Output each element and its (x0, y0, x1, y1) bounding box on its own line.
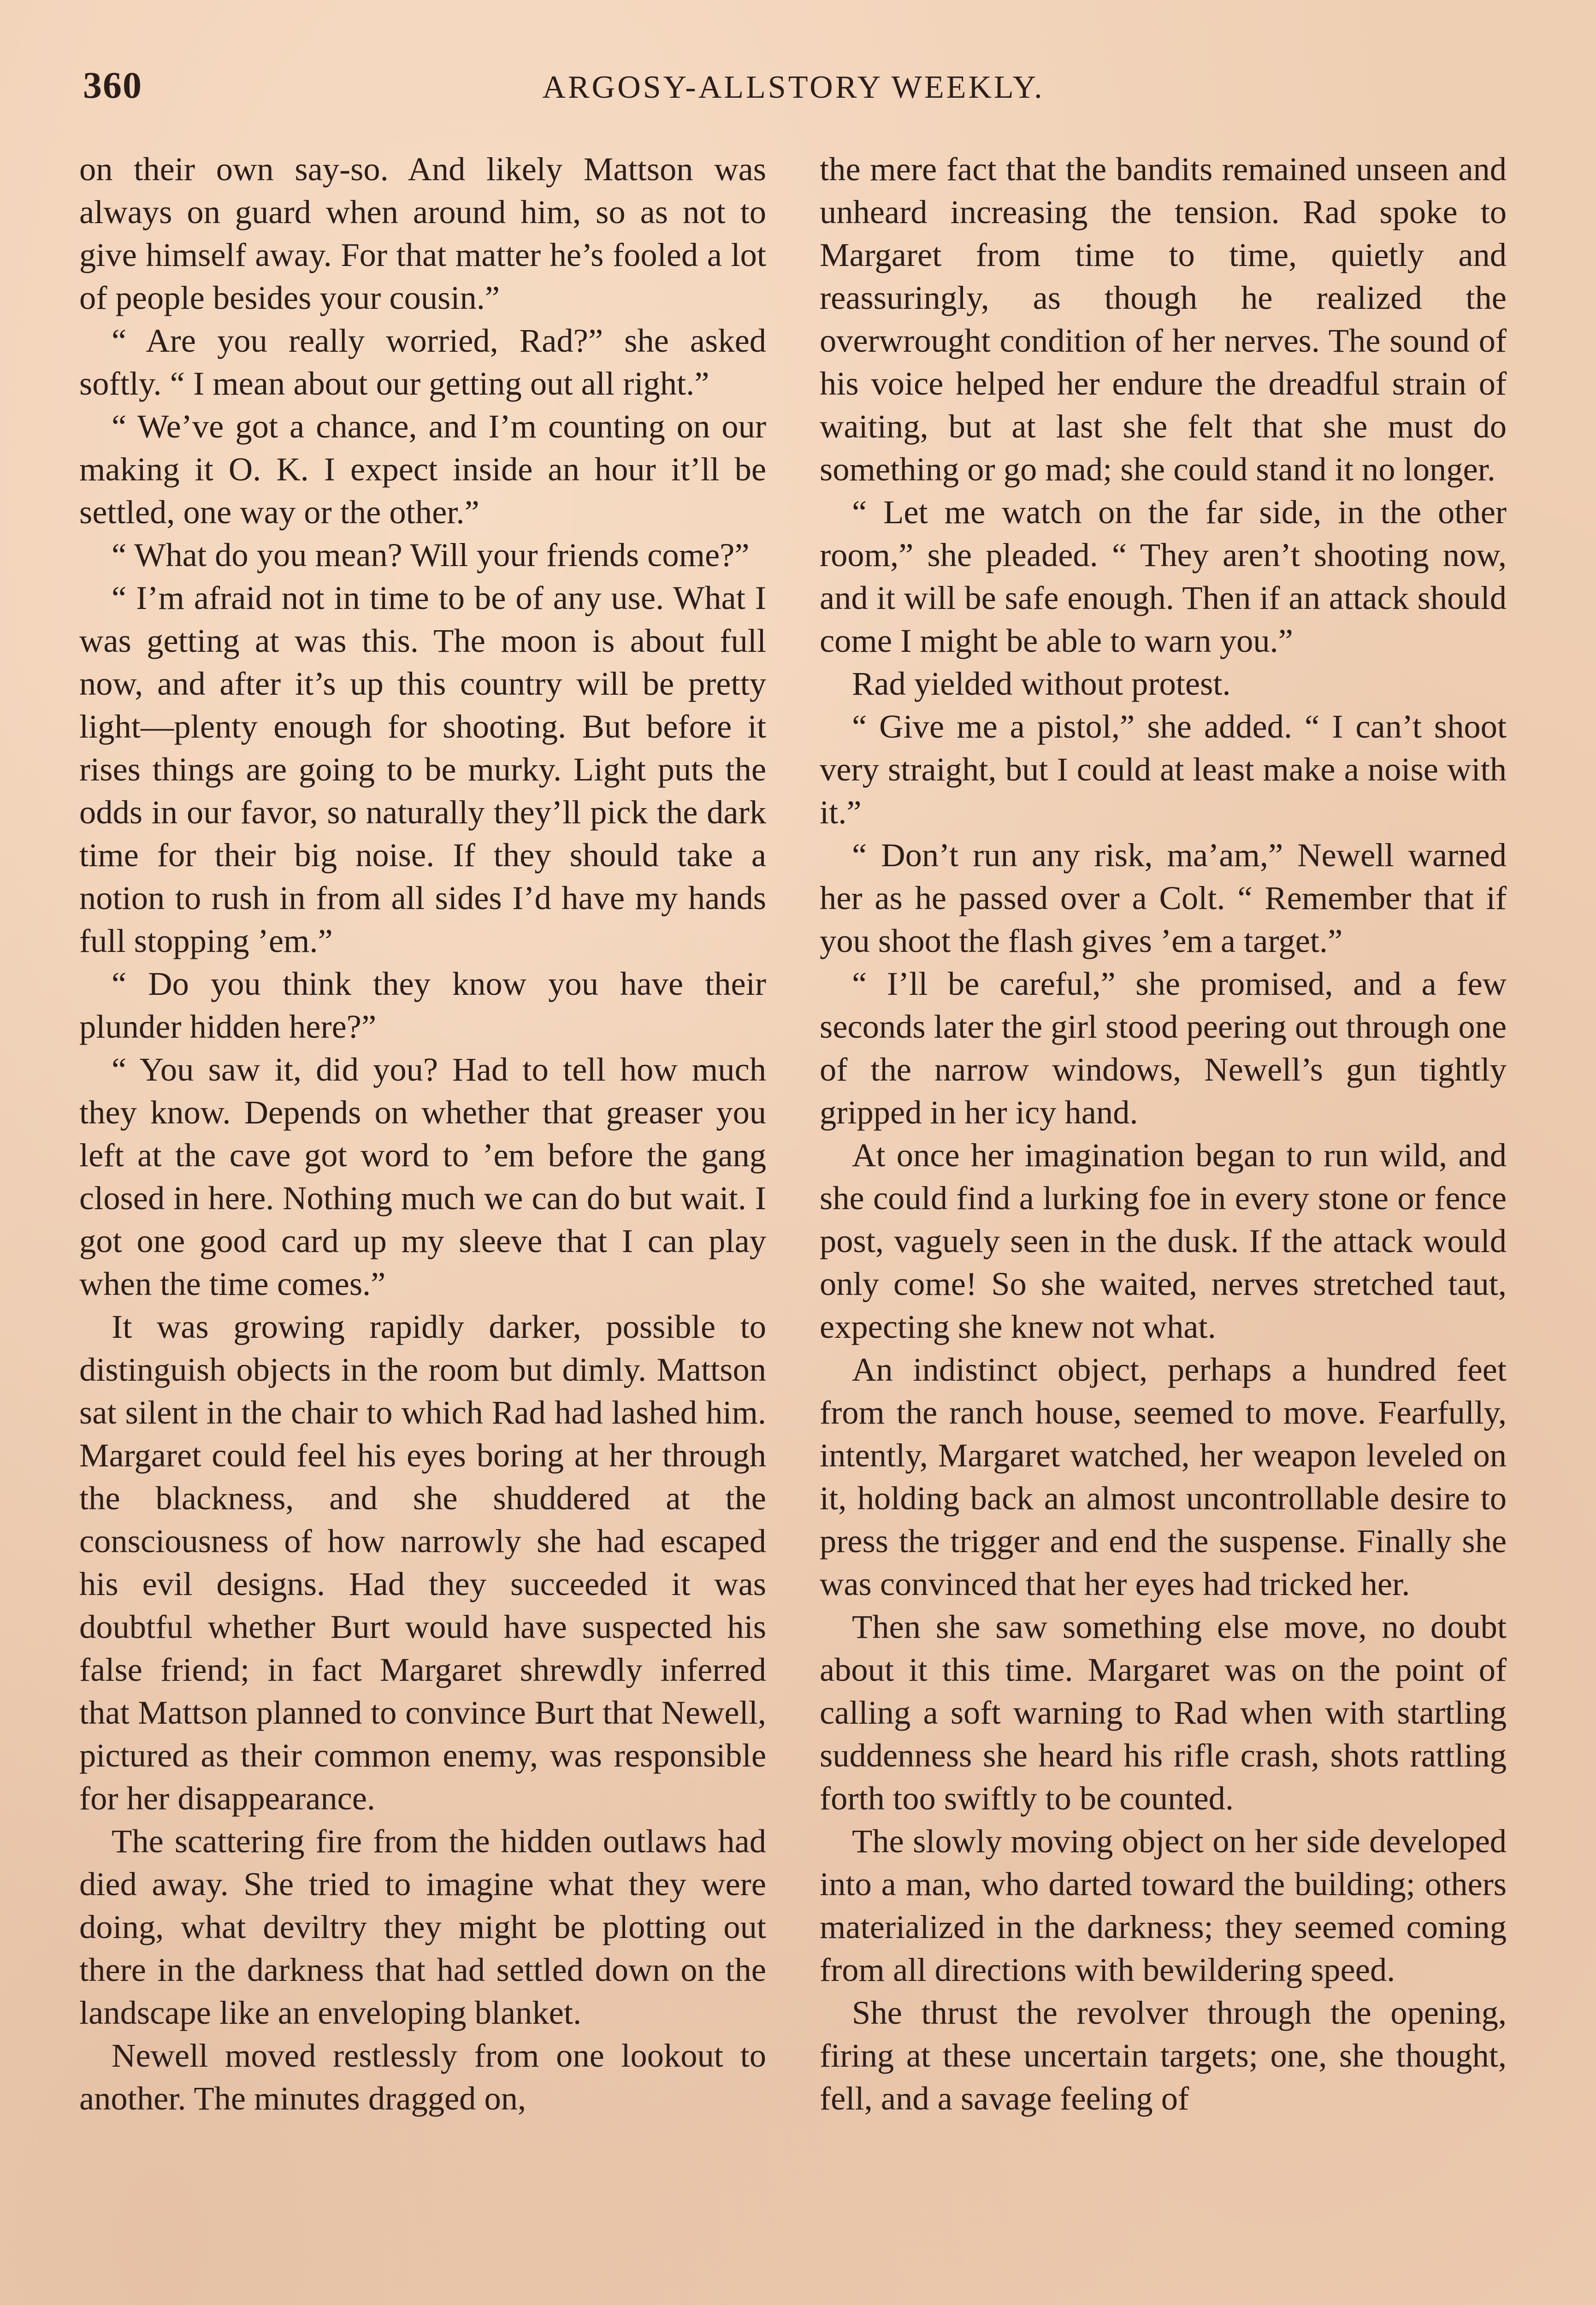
paragraph: “ Are you really worried, Rad?” she asked softly. “ I mean about our getting out all right.” (79, 322, 766, 402)
left-column (79, 148, 766, 2120)
paragraph: She thrust the revolver through the opening, firing at these uncertain targets; one, she thought, fell, and a savage feeling of (820, 1994, 1507, 2117)
paragraph: “ I’ll be careful,” she promised, and a few seconds later the girl stood peering out through one of the narrow windows, Newell’s gun tightly gripped in her icy hand. (820, 965, 1507, 1131)
paragraph: the mere fact that the bandits remained unseen and unheard increasing the tension. Rad spoke to Margaret from time to time, quietly and reassuringly, as though he realized the overwrought condition of her nerves. The sound of his voice helped her endure the dreadful strain of waiting, but at last she felt that she must do something or go mad; she could stand it no longer. (820, 150, 1507, 488)
paragraph: An indistinct object, perhaps a hundred feet from the ranch house, seemed to move. Fearfully, intently, Margaret watched, her weapon leveled on it, holding back an almost uncontrollable desire to press the trigger and end the suspense. Finally she was convinced that her eyes had tricked her. (820, 1351, 1507, 1602)
paragraph: “ Don’t run any risk, ma’am,” Newell warned her as he passed over a Colt. “ Remember that if you shoot the flash gives ’em a target.” (820, 836, 1507, 959)
paragraph: Rad yielded without protest. (852, 665, 1231, 702)
paragraph: “ Do you think they know you have their plunder hidden here?” (79, 965, 766, 1045)
page-number: 360 (83, 64, 142, 106)
paragraph: At once her imagination began to run wild, and she could find a lurking foe in every stone or fence post, vaguely seen in the dusk. If the attack would only come! So she waited, nerves stretched taut, expecting she knew not what. (820, 1136, 1507, 1345)
paragraph: on their own say-so. And likely Mattson was always on guard when around him, so as not to give himself away. For that matter he’s fooled a lot of people besides your cousin.” (79, 150, 766, 316)
paragraph: “ Give me a pistol,” she added. “ I can’t shoot very straight, but I could at least make a noise with it.” (820, 708, 1507, 831)
paragraph: The scattering fire from the hidden outlaws had died away. She tried to imagine what they were doing, what deviltry they might be plotting out there in the darkness that had settled down on the landscape like an enveloping blanket. (79, 1822, 766, 2031)
page-header (83, 54, 1504, 119)
paragraph: The slowly moving object on her side developed into a man, who darted toward the building; others materialized in the darkness; they seemed coming from all directions with bewildering speed. (820, 1822, 1507, 1988)
running-head: ARGOSY-ALLSTORY WEEKLY. (542, 70, 1045, 105)
paragraph: “ We’ve got a chance, and I’m counting on our making it O. K. I expect inside an hour it’ll be settled, one way or the other.” (79, 408, 766, 531)
paragraph: “ Let me watch on the far side, in the other room,” she pleaded. “ They aren’t shooting now, and it will be safe enough. Then if an attack should come I might be able to warn you.” (820, 493, 1507, 659)
paragraph: It was growing rapidly darker, possible to distinguish objects in the room but dimly. Mattson sat silent in the chair to which Rad had lashed him. Margaret could feel his eyes boring at her through the blackness, and she shuddered at the consciousness of how narrowly she had escaped his evil designs. Had they succeeded it was doubtful whether Burt would have suspected his false friend; in fact Margaret shrewdly inferred that Mattson planned to convince Burt that Newell, pictured as their common enemy, was responsible for her disappearance. (79, 1308, 766, 1817)
paragraph: “ You saw it, did you? Had to tell how much they know. Depends on whether that greaser you left at the cave got word to ’em before the gang closed in here. Nothing much we can do but wait. I got one good card up my sleeve that I can play when the time comes.” (79, 1051, 766, 1302)
paragraph: Newell moved restlessly from one lookout to another. The minutes dragged on, (79, 2037, 766, 2117)
paragraph: Then she saw something else move, no doubt about it this time. Margaret was on the point of calling a soft warning to Rad when with startling suddenness she heard his rifle crash, shots rattling forth too swiftly to be counted. (820, 1608, 1507, 1817)
right-column (820, 148, 1507, 2120)
paragraph: “ I’m afraid not in time to be of any use. What I was getting at was this. The moon is about full now, and after it’s up this country will be pretty light—plenty enough for shooting. But before it rises things are going to be murky. Light puts the odds in our favor, so naturally they’ll pick the dark time for their big noise. If they should take a notion to rush in from all sides I’d have my hands full stopping ’em.” (79, 579, 766, 959)
paragraph: “ What do you mean? Will your friends come?” (112, 536, 750, 573)
